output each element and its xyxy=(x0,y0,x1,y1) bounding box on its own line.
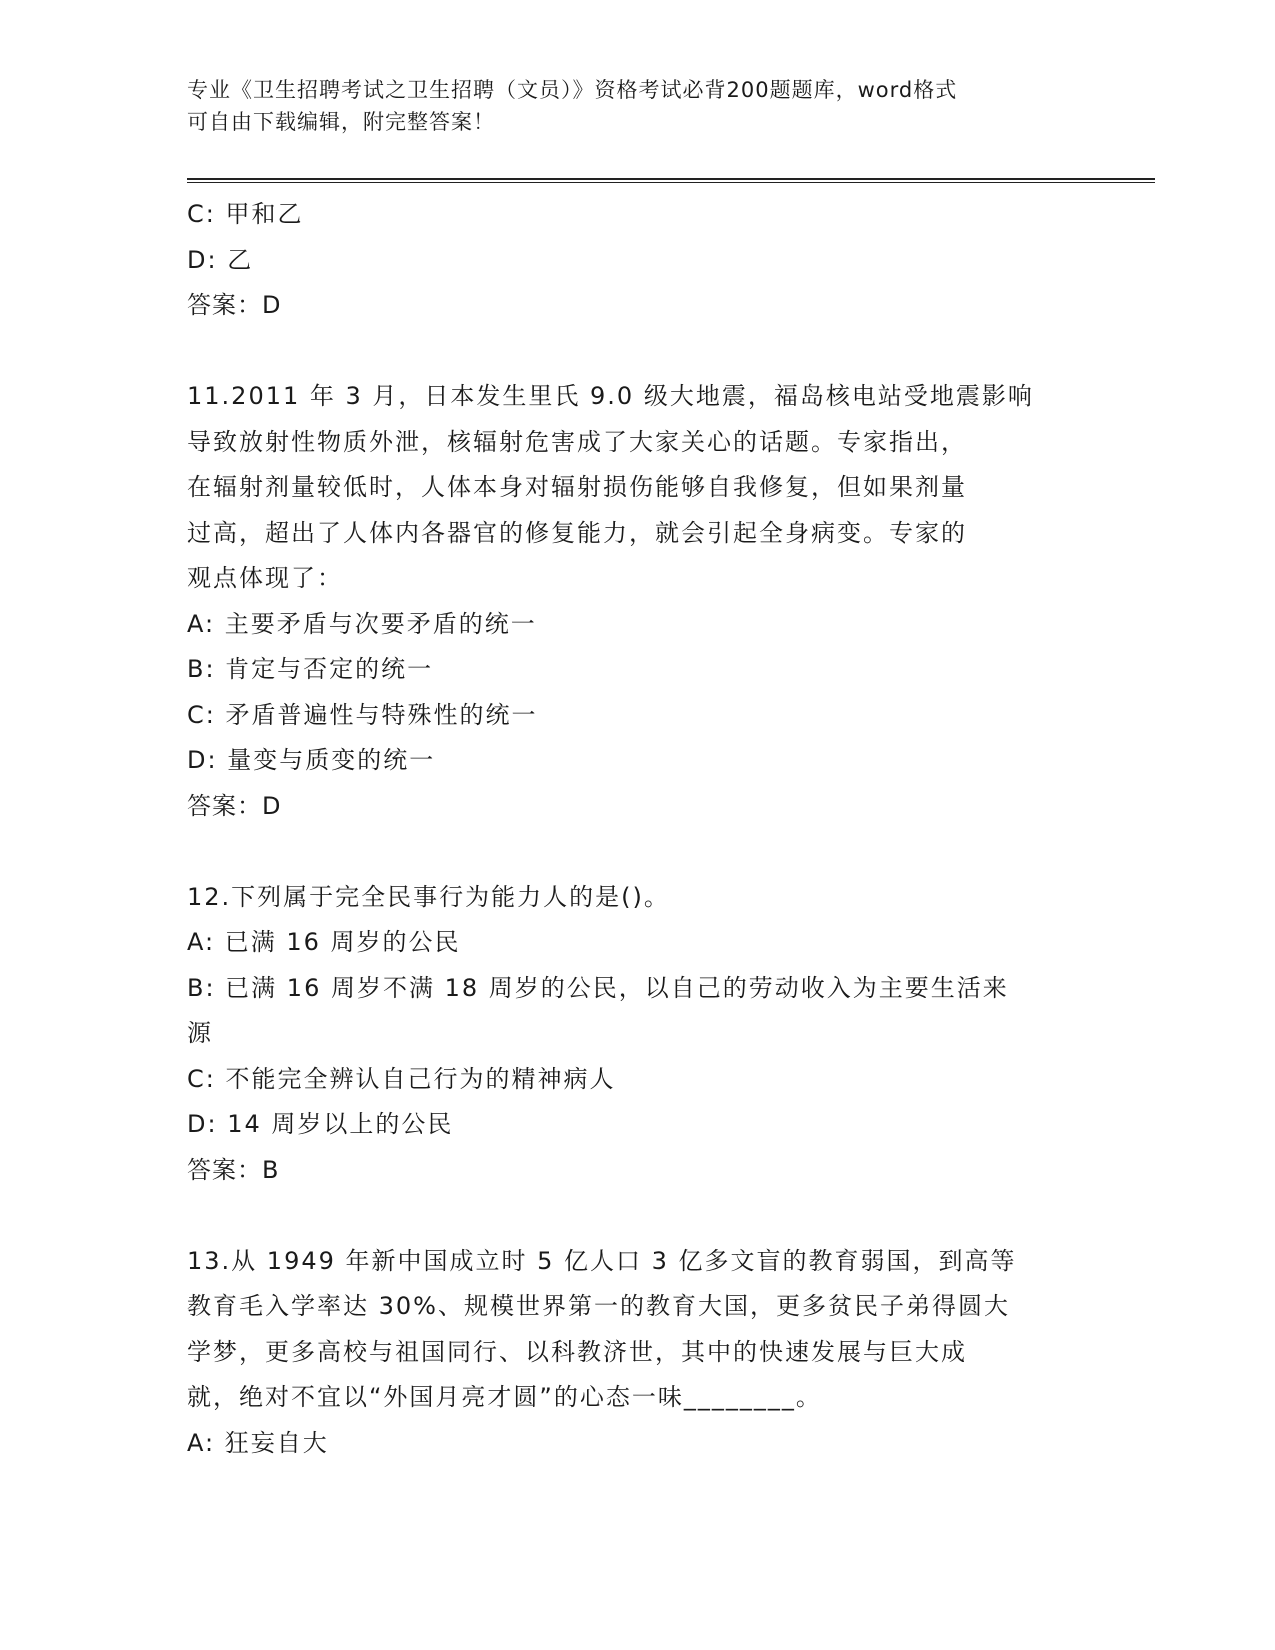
q11-option-d: D: 量变与质变的统一 xyxy=(187,746,436,774)
header-title-line-1: 专业《卫生招聘考试之卫生招聘（文员）》资格考试必背200题题库，word格式 xyxy=(187,78,958,102)
q13-stem-line: 教育毛入学率达 30%、规模世界第一的教育大国，更多贫民子弟得圆大 xyxy=(187,1292,1010,1320)
q11-stem-line: 11.2011 年 3 月，日本发生里氏 9.0 级大地震，福岛核电站受地震影响 xyxy=(187,382,1034,410)
q11-stem-line: 过高，超出了人体内各器官的修复能力，就会引起全身病变。专家的 xyxy=(187,518,967,547)
q11-stem-line: 在辐射剂量较低时，人体本身对辐射损伤能够自我修复，但如果剂量 xyxy=(187,473,967,501)
q11-stem-line: 观点体现了： xyxy=(187,564,343,592)
spacer xyxy=(187,1193,1087,1239)
q13-stem-line: 学梦，更多高校与祖国同行、以科教济世，其中的快速发展与巨大成 xyxy=(187,1337,967,1366)
q13-stem-line: 13.从 1949 年新中国成立时 5 亿人口 3 亿多文盲的教育弱国，到高等 xyxy=(187,1246,1017,1275)
q12-option-d: D: 14 周岁以上的公民 xyxy=(187,1110,454,1138)
q12-option-b: B: 已满 16 周岁不满 18 周岁的公民，以自己的劳动收入为主要生活来 xyxy=(187,973,1009,1002)
q12-option-a: A: 已满 16 周岁的公民 xyxy=(187,928,461,956)
q12-stem: 12.下列属于完全民事行为能力人的是()。 xyxy=(187,882,670,911)
q12-option-b-cont: 源 xyxy=(187,1019,213,1047)
spacer xyxy=(187,329,1087,375)
prev-option-d: D: 乙 xyxy=(187,245,254,274)
spacer xyxy=(187,829,1087,875)
q13-stem-line: 就，绝对不宜以“外国月亮才圆”的心态一味________。 xyxy=(187,1383,822,1411)
document-header xyxy=(187,74,1067,138)
q12-answer: 答案：B xyxy=(187,1155,280,1184)
header-title-line-2: 可自由下载编辑，附完整答案！ xyxy=(187,110,495,134)
q11-option-b: B: 肯定与否定的统一 xyxy=(187,655,434,683)
prev-answer: 答案：D xyxy=(187,291,282,319)
header-divider xyxy=(187,178,1155,183)
prev-option-c: C: 甲和乙 xyxy=(187,200,304,228)
q13-option-a: A: 狂妄自大 xyxy=(187,1428,329,1457)
q12-option-c: C: 不能完全辨认自己行为的精神病人 xyxy=(187,1064,616,1093)
q11-option-a: A: 主要矛盾与次要矛盾的统一 xyxy=(187,609,537,638)
q11-answer: 答案：D xyxy=(187,791,282,820)
question-content xyxy=(187,192,1087,1466)
q11-stem-line: 导致放射性物质外泄，核辐射危害成了大家关心的话题。专家指出， xyxy=(187,427,967,456)
q11-option-c: C: 矛盾普遍性与特殊性的统一 xyxy=(187,700,538,729)
